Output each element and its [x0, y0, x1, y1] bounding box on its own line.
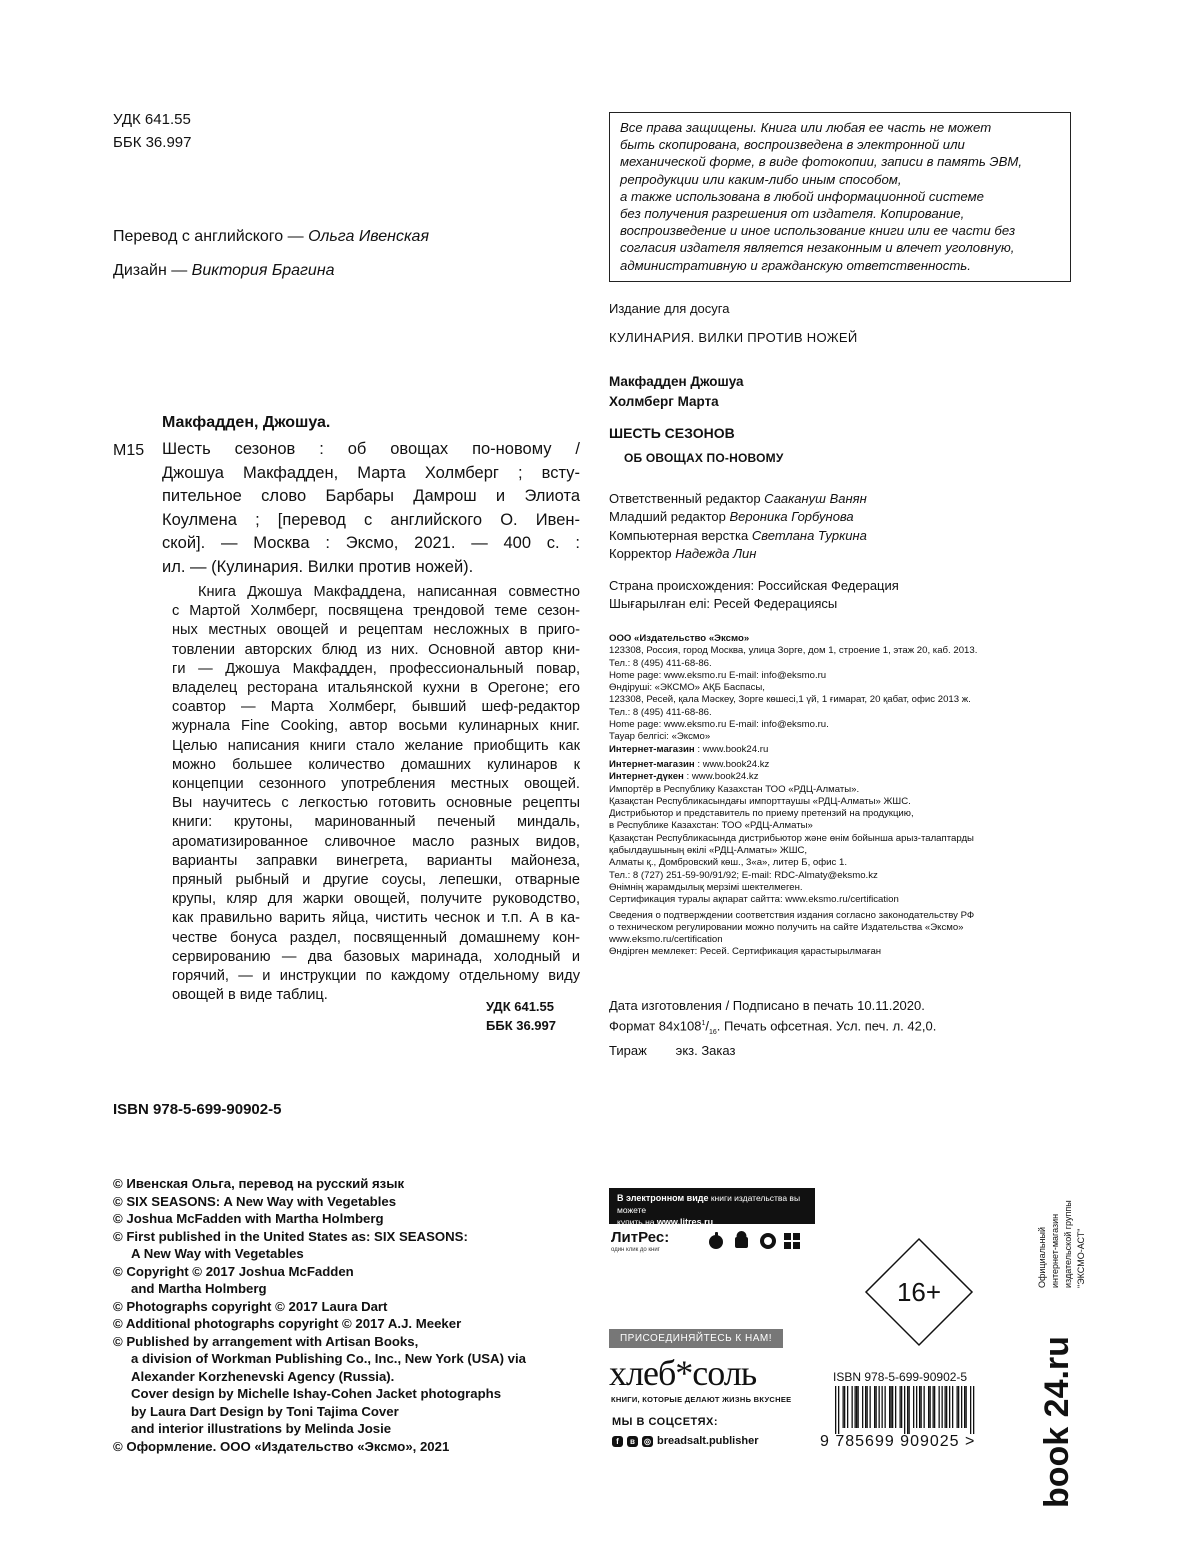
join-us-banner[interactable]: ПРИСОЕДИНЯЙТЕСЬ К НАМ! — [609, 1329, 783, 1348]
barcode-bar — [843, 1386, 844, 1428]
barcode-bar — [891, 1386, 892, 1428]
publisher-line: Қазақстан Республикасындағы импорттаушы «РДЦ-Алматы» ЖШС. — [609, 795, 911, 807]
barcode-bar — [900, 1386, 901, 1428]
barcode-bar — [939, 1386, 940, 1428]
annotation — [172, 583, 580, 1005]
publisher-line: о техническом регулировании можно получить на сайте Издательства «Эксмо» — [609, 921, 964, 933]
annotation-line: варианты заправки винегрета, варианты майонеза, — [172, 852, 580, 869]
publisher-line: Импортёр в Республику Казахстан ТОО «РДЦ-Алматы». — [609, 783, 860, 795]
barcode-bar — [874, 1386, 875, 1428]
age-rating-text: 16+ — [896, 1277, 942, 1307]
publisher-line — [609, 744, 977, 756]
barcode-bar — [904, 1386, 905, 1434]
staff-name: Саакануш Ванян — [764, 491, 867, 506]
biblio-line: пительное слово Барбары Дамрош и Элиота — [162, 487, 580, 505]
barcode-bar — [924, 1386, 925, 1428]
rights-line: согласия издателя является незаконным и влечет уголовную, — [620, 240, 1015, 256]
barcode-bar — [930, 1386, 931, 1428]
staff-line — [609, 508, 867, 526]
rights-line: репродукции или каким-либо иным способом, — [620, 171, 902, 187]
publisher-line: ООО «Издательство «Эксмо» — [609, 633, 750, 644]
barcode-bar — [865, 1386, 866, 1428]
globe-icon — [760, 1233, 776, 1249]
print-format: Формат $84х108^1/_{16}$. Печать офсетная. Усл. печ. л. 42,0. — [609, 1018, 937, 1036]
annotation-line: пряный рыбный и другие соусы, лепешки, отварные — [172, 872, 580, 889]
staff-role: Компьютерная верстка — [609, 527, 752, 543]
social-row[interactable] — [612, 1435, 758, 1447]
publisher-info — [609, 633, 977, 959]
country-ru: Страна происхождения: Российская Федерация — [609, 578, 899, 593]
publisher-line: в Республике Казахстан: ТОО «РДЦ-Алматы» — [609, 820, 813, 832]
catalog-code: М15 — [113, 442, 145, 459]
publisher-line-label: Интернет-магазин — [609, 743, 695, 755]
book-title: ШЕСТЬ СЕЗОНОВ — [609, 425, 735, 441]
barcode-bar — [961, 1386, 962, 1428]
copyright-line: © Joshua McFadden with Martha Holmberg — [113, 1211, 384, 1226]
publisher-line: Тел.: 8 (495) 411-68-86. — [609, 657, 712, 669]
barcode-bar — [858, 1386, 859, 1428]
barcode-bar — [952, 1386, 953, 1428]
rights-line: а также использована в любой информационной системе — [620, 188, 984, 204]
country-block — [609, 577, 899, 614]
svg-text:издательской группы: издательской группы — [1063, 1200, 1073, 1288]
author-heading: Макфадден, Джошуа. — [162, 414, 331, 431]
credits-block — [113, 220, 429, 288]
publisher-line: Өндірген мемлекет: Ресей. Сертификация қарастырылмаған — [609, 946, 882, 958]
annotation-line: журнала Fine Cooking, автор восьми кулинарных книг. — [172, 718, 580, 735]
rights-notice — [609, 112, 1071, 282]
series-name: КУЛИНАРИЯ. ВИЛКИ ПРОТИВ НОЖЕЙ — [609, 330, 858, 345]
annotation-line: ных местных овощей и рецептам несложных в приго- — [172, 622, 580, 639]
windows-icon — [784, 1233, 800, 1249]
bbk-code: ББК 36.997 — [113, 134, 192, 151]
publisher-line-label: Интернет-дүкен — [609, 771, 684, 783]
facebook-icon[interactable]: f — [612, 1436, 623, 1447]
barcode-bar — [885, 1386, 886, 1428]
copyright-line: and Martha Holmberg — [131, 1281, 267, 1296]
publisher-line — [609, 759, 977, 771]
barcode-bar — [844, 1386, 845, 1428]
udk-bbk-bottom — [486, 997, 556, 1035]
staff-name: Вероника Горбунова — [729, 509, 854, 525]
author-1: Макфадден Джошуа — [609, 374, 744, 389]
rights-line: воспроизведение и иное использование книги или ее части без — [620, 223, 1016, 239]
udk-block — [113, 108, 191, 154]
barcode-digits: 9 785699 909025 > — [820, 1433, 976, 1450]
barcode-bar — [901, 1386, 902, 1428]
biblio-line: ской]. — Москва : Эксмо, 2021. — 400 с. : — [162, 534, 580, 552]
bibliographic-description — [162, 438, 580, 579]
annotation-line: ароматизированное сливочное масло разных видов, — [172, 833, 580, 850]
publisher-line: Home page: www.eksmo.ru E-mail: info@eksmo.ru. — [609, 719, 829, 731]
barcode-bar — [862, 1386, 863, 1428]
udk-code: УДК 641.55 — [113, 111, 191, 128]
publisher-line: Сертификация туралы ақпарат сайтта: www.eksmo.ru/certification — [609, 894, 899, 906]
staff-name: Надежда Лин — [675, 545, 757, 561]
barcode-bar — [921, 1386, 922, 1428]
copyright-line: Alexander Korzhenevski Agency (Russia). — [131, 1368, 395, 1384]
barcode-bar — [942, 1386, 943, 1428]
barcode-bar — [916, 1386, 917, 1428]
book24-brand-text: book 24.ru — [1038, 1336, 1076, 1508]
barcode-svg — [833, 1386, 983, 1434]
copyright-line: by Laura Dart Design by Toni Tajima Cover — [131, 1403, 399, 1419]
design-credit: Дизайн — Виктория Брагина — [113, 262, 335, 279]
annotation-line: ги — Джошуа Макфадден, профессиональный повар, — [172, 660, 580, 677]
annotation-line: Вы научитесь с легкостью готовить основные рецепты — [172, 795, 580, 812]
translation-credit: Перевод с английского — Ольга Ивенская — [113, 228, 429, 245]
publisher-line: 123308, Ресей, қала Мәскеу, Зорге көшесі,1 үй, 1 ғимарат, 20 қабат, офис 2013 ж. — [609, 694, 971, 706]
publisher-line: Тел.: 8 (495) 411-68-86. — [609, 706, 712, 718]
barcode-bar — [958, 1386, 959, 1428]
barcode-bar — [933, 1386, 934, 1428]
publisher-line: 123308, Россия, город Москва, улица Зорге, дом 1, строение 1, этаж 20, каб. 2013. — [609, 645, 978, 657]
biblio-line: Коулмена ; [перевод с английского О. Ивен- — [162, 510, 580, 529]
barcode-bar — [907, 1386, 908, 1434]
publisher-line-value: : www.book24.kz — [683, 771, 759, 783]
litres-tagline: один клик до книг — [611, 1247, 660, 1253]
publisher-line: Сведения о подтверждении соответствия издания согласно законодательству РФ — [609, 909, 975, 921]
publisher-line: Тел.: 8 (727) 251-59-90/91/92; E-mail: RDC-Almaty@eksmo.kz — [609, 869, 878, 881]
barcode-isbn-label: ISBN 978-5-699-90902-5 — [833, 1370, 968, 1384]
barcode-bar — [949, 1386, 950, 1428]
apple-icon — [709, 1232, 723, 1249]
litres-logo: ЛитРес: — [611, 1229, 670, 1246]
staff-role: Младший редактор — [609, 509, 730, 525]
instagram-icon[interactable]: ◎ — [642, 1436, 653, 1447]
litres-banner[interactable]: В электронном виде книги издательства вы можете купить на www.litres.ru — [609, 1188, 815, 1224]
hleb-sol-tagline: КНИГИ, КОТОРЫЕ ДЕЛАЮТ ЖИЗНЬ ВКУСНЕЕ — [611, 1395, 792, 1404]
annotation-line: Целью написания книги стало желание приобщить как — [172, 737, 580, 754]
barcode-bar — [913, 1386, 914, 1428]
age-rating-badge — [864, 1237, 974, 1347]
platform-icons — [708, 1230, 808, 1256]
publisher-line: қабылдаушының өкілі «РДЦ-Алматы» ЖШС, — [609, 845, 808, 857]
annotation-line: Книга Джошуа Макфаддена, написанная совместно — [198, 584, 580, 600]
rights-line: Все права защищены. Книга или любая ее часть не может — [620, 120, 992, 135]
barcode-bar — [876, 1386, 877, 1428]
copyright-line: © Additional photographs copyright © 2017 A.J. Meeker — [113, 1316, 462, 1331]
authors-block — [609, 372, 744, 412]
barcode-bar — [970, 1386, 971, 1434]
publisher-line-value: : www.book24.kz — [694, 758, 770, 770]
staff-line — [609, 545, 867, 563]
hleb-sol-logo: хлеб*соль — [609, 1353, 757, 1393]
copyright-line: a division of Workman Publishing Co., Inc., New York (USA) via — [131, 1351, 526, 1366]
publisher-line-label: Интернет-магазин — [609, 758, 695, 770]
barcode-bar — [882, 1386, 883, 1428]
staff-list — [609, 490, 867, 563]
publisher-line: Алматы қ., Домбровский көш., 3«а», литер Б, офис 1. — [609, 857, 847, 869]
copyright-line: © First published in the United States as: SIX SEASONS: — [113, 1228, 468, 1244]
barcode-bar — [870, 1386, 871, 1428]
barcode-bar — [945, 1386, 946, 1428]
barcode-bar — [867, 1386, 868, 1428]
barcode-bar — [856, 1386, 857, 1428]
circulation: Тираж экз. Заказ — [609, 1042, 736, 1058]
staff-role: Ответственный редактор — [609, 491, 765, 506]
biblio-line: ил. — (Кулинария. Вилки против ножей). — [162, 557, 474, 576]
copyright-line: © SIX SEASONS: A New Way with Vegetables — [113, 1193, 397, 1209]
staff-role: Корректор — [609, 545, 676, 561]
copyright-line: and interior illustrations by Melinda Josie — [131, 1421, 392, 1436]
designer-name: Виктория Брагина — [191, 262, 335, 279]
barcode-bar — [889, 1386, 890, 1428]
social-title: МЫ В СОЦСЕТЯХ: — [612, 1416, 719, 1428]
copyright-line: Cover design by Michelle Ishay-Cohen Jacket photographs — [131, 1386, 502, 1401]
rights-line: административную и гражданскую ответственность. — [620, 257, 971, 273]
publisher-line — [609, 771, 977, 783]
barcode-bar — [879, 1386, 880, 1428]
annotation-line: соавтор — Марта Холмберг, бывший шеф-редактор — [172, 699, 580, 716]
annotation-line: как правильно варить яйца, чистить чеснок и т.п. А в ка- — [172, 910, 580, 927]
author-2: Холмберг Марта — [609, 394, 719, 409]
barcode-bar — [964, 1386, 965, 1428]
vk-icon[interactable]: в — [627, 1436, 638, 1447]
barcode-bar — [973, 1386, 974, 1434]
publisher-line: Home page: www.eksmo.ru E-mail: info@eksmo.ru — [609, 669, 827, 681]
edition-type: Издание для досуга — [609, 301, 730, 316]
book24-logo[interactable] — [1028, 1290, 1078, 1510]
annotation-line: концепции сезонного употребления местных овощей. — [172, 776, 580, 793]
barcode-bar — [895, 1386, 896, 1428]
publisher-line: Дистрибьютор и представитель по приему претензий на продукцию, — [609, 808, 914, 820]
annotation-line: товлении авторских блюд из них. Основной автор кни- — [172, 641, 580, 658]
udk-bottom: УДК 641.55 — [486, 999, 554, 1014]
biblio-line: Шесть сезонов : об овощах по-новому / — [162, 440, 580, 458]
svg-text:"ЭКСМО-АСТ": "ЭКСМО-АСТ" — [1076, 1228, 1086, 1288]
isbn: ISBN 978-5-699-90902-5 — [113, 1101, 282, 1118]
bbk-bottom: ББК 36.997 — [486, 1018, 556, 1033]
svg-text:Официальный: Официальный — [1037, 1226, 1047, 1288]
copyright-line: © Photographs copyright © 2017 Laura Dart — [113, 1298, 388, 1314]
publisher-line: Тауар белгісі: «Эксмо» — [609, 731, 711, 743]
barcode-bar — [919, 1386, 920, 1428]
copyright-line: © Ивенская Ольга, перевод на русский язык — [113, 1176, 405, 1191]
rights-line: без получения разрешения от издателя. Копирование, — [620, 206, 965, 222]
barcode-bar — [966, 1386, 967, 1428]
annotation-line: с Мартой Холмберг, посвящена трендовой теме сезон- — [172, 603, 580, 620]
social-handle[interactable]: breadsalt.publisher — [657, 1435, 759, 1447]
translator-name: Ольга Ивенская — [308, 228, 429, 245]
barcode-bar — [835, 1386, 836, 1434]
copyright-line: © Оформление. ООО «Издательство «Эксмо», 2021 — [113, 1438, 450, 1454]
rights-line: быть скопирована, воспроизведена в электронной или — [620, 137, 965, 153]
biblio-line: Джошуа Макфадден, Марта Холмберг ; всту- — [162, 463, 580, 482]
copyright-line: © Published by arrangement with Artisan Books, — [113, 1333, 419, 1349]
copyright-list — [113, 1175, 526, 1455]
barcode-bar — [855, 1386, 856, 1428]
barcode-bar — [892, 1386, 893, 1428]
copyright-line: © Copyright © 2017 Joshua McFadden — [113, 1263, 354, 1279]
annotation-line: горячий, — и инструкции по каждому отдельному виду — [172, 968, 580, 985]
barcode-bar — [847, 1386, 848, 1428]
annotation-line: крупы, кляр для жарки овощей, получите руководство, — [172, 891, 580, 908]
barcode-bar — [946, 1386, 947, 1428]
publisher-line: www.eksmo.ru/certification — [609, 934, 723, 946]
annotation-line: сервированию — два базовых маринада, холодный и — [172, 948, 580, 965]
annotation-line: владелец ресторана итальянской кухни в Орегоне; его — [172, 680, 580, 697]
barcode — [833, 1386, 983, 1439]
print-info — [609, 997, 936, 1060]
publisher-line: Қазақстан Республикасында дистрибьютор және өнім бойынша арыз-талаптарды — [609, 832, 974, 844]
staff-line — [609, 527, 867, 545]
rights-line: механической форме, в виде фотокопии, записи в память ЭВМ, — [620, 154, 1023, 170]
annotation-line: овощей в виде таблиц. — [172, 987, 328, 1004]
annotation-line: можно большее количество домашних кулинаров к — [172, 756, 580, 773]
staff-name: Светлана Туркина — [751, 527, 867, 543]
barcode-bar — [909, 1386, 910, 1434]
book-subtitle: ОБ ОВОЩАХ ПО-НОВОМУ — [624, 451, 784, 465]
platform-icons-svg — [708, 1230, 808, 1252]
android-icon — [735, 1231, 748, 1248]
barcode-bar — [934, 1386, 935, 1428]
publisher-line: Өнімнің жарамдылық мерзімі шектелмеген. — [609, 881, 803, 893]
book24-official-note — [1031, 1200, 1097, 1290]
publisher-line: Өндіруші: «ЭКСМО» АҚБ Баспасы, — [609, 682, 765, 694]
barcode-bar — [838, 1386, 839, 1434]
barcode-bar — [852, 1386, 853, 1428]
country-kz: Шығарылған елі: Ресей Федерациясы — [609, 596, 838, 612]
barcode-bar — [957, 1386, 958, 1428]
print-date: Дата изготовления / Подписано в печать 10.11.2020. — [609, 998, 925, 1013]
staff-line — [609, 490, 867, 508]
publisher-line-value: : www.book24.ru — [694, 743, 769, 755]
annotation-line: книги: крутоны, маринованный печеный миндаль, — [172, 814, 580, 831]
copyright-line: A New Way with Vegetables — [131, 1246, 304, 1261]
svg-text:интернет-магазин: интернет-магазин — [1050, 1213, 1060, 1288]
barcode-bar — [928, 1386, 929, 1428]
annotation-line: честве бонуса раздел, посвященный домашнему кон- — [172, 929, 580, 946]
